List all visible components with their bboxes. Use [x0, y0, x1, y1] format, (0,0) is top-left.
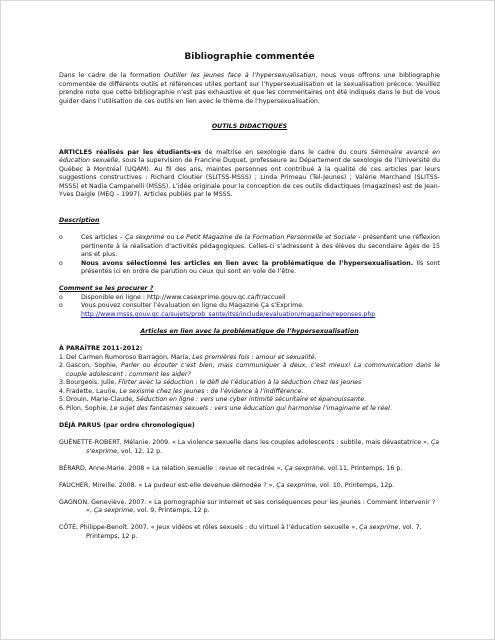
reference-item: [59, 439, 440, 456]
reference-details: , vol. 7, Printemps, 12 p.: [86, 524, 422, 540]
intro-paragraph: [59, 72, 440, 106]
reference-journal: Ça s’exprime: [86, 438, 440, 455]
section-title-articles: Articles en lien avec la problématique de l’hypersexualisation: [140, 327, 359, 335]
training-title: Outiller les jeunes face à l’hypersexualisation: [164, 72, 316, 79]
item-title: Séduction en ligne : vers une cyber intimité sécuritaire et épanouissante: [136, 396, 365, 404]
reference-text: CÔTÉ, Philippe-Benoît. 2007. « Jeux vidéos et rôles sexuels : du virtuel à l’éducation sexuelle »,: [59, 524, 360, 532]
evaluation-link[interactable]: http://www.msss.gouv.qc.ca/sujets/prob_sante/itss/include/evaluation/magazine/reponses.php: [81, 310, 376, 318]
item-title: Le sexisme chez les jeunes : de l’évidence à l’indifférence: [119, 387, 302, 395]
item-number: 4.: [59, 387, 65, 395]
reference-details: , vol.11, Printemps, 16 p.: [323, 464, 403, 472]
item-number: 6.: [59, 404, 65, 412]
item-number: 5.: [59, 396, 65, 404]
reference-item: [59, 482, 440, 491]
reference-text: FAUCHER, Mireille. 2008. « La pudeur est-elle devenue démodée ? »,: [59, 481, 277, 489]
item-number: 1.: [59, 353, 65, 361]
reference-journal: Ça sexprime: [276, 481, 316, 489]
course-title: Séminaire avancé en éducation sexuelle: [59, 148, 440, 165]
reference-text: GAGNON, Geneviève. 2007. « La pornographie sur Internet et ses conséquences pour les jeunes : Comment intervenir ? »,: [59, 498, 436, 515]
item-title: Les premières fois : amour et sexualité: [192, 353, 315, 361]
description-heading: Description: [59, 217, 100, 225]
reference-item: [59, 465, 440, 474]
item-tail: .: [301, 387, 304, 395]
intro-text-2: , nous vous offrons une bibliographie commentée de différents outils et références utiles portant sur l’hypersexualisation et la sexualisation précoce. Veuillez prendre note que cette bibliographie n’est pas exhaustive et que les commentaires ont été indiqués dans le but de vous guider dans l’utilisation de ces outils en lien avec le thème de l’hypersexualisation.: [59, 72, 440, 105]
item-author: Del Carmen Rumoroso Barragon, María,: [66, 353, 193, 361]
section-title-tools: OUTILS DIDACTIQUES: [211, 123, 288, 131]
list-item: [59, 379, 440, 388]
bullet-text: Ils sont présentés ici en ordre de parution ou ceux qui sont en vole de l’être.: [81, 259, 440, 276]
reference-journal: Ça sexprime: [359, 524, 399, 532]
item-title: Parler ou écouter c’est bien, mais communiquer à deux, c’est mieux! La communication dans le couple adolescent : comment les aider?: [66, 362, 441, 378]
reference-journal: Ça sexprime: [284, 464, 324, 472]
bullet-marker: o: [59, 234, 63, 242]
bullet-bold-text: Nous avons sélectionné les articles en lien avec la problématique de l’hypersexualisation.: [81, 259, 414, 267]
item-tail: .: [364, 396, 367, 404]
reference-details: , vol. 10, Printemps, 12p.: [315, 481, 395, 489]
page-title: Bibliographie commentée: [184, 52, 315, 62]
articles-text: de maîtrise en sexologie dans le cadre du cours: [201, 148, 371, 156]
reference-details: , vol. 9, Printemps, 12 p.: [133, 507, 210, 515]
bullet-text: - présentent une réflexion pertinente à la réalisation d’activités pédagogiques. Celles-ci s’adressent à des élèves du secondaire âgés de 15 ans et plus.: [81, 234, 440, 259]
item-author: Bourgeois, Julie,: [66, 379, 119, 387]
item-author: Pilon, Sophie,: [66, 404, 111, 412]
bullet-text: ou: [164, 234, 177, 242]
articles-paragraph: [59, 149, 440, 200]
reference-journal: Ça sexprime: [93, 507, 134, 515]
magazine-name-2: Le Petit Magazine de la Formation Personnelle et Sociale: [176, 234, 356, 242]
bullet-text: Ces articles –: [81, 234, 126, 242]
page-content: [59, 52, 440, 550]
magazine-name: Ça sexprime: [125, 234, 165, 242]
list-item: [59, 362, 440, 379]
item-tail: .: [389, 404, 392, 412]
item-author: Gascon, Sophie,: [66, 362, 121, 370]
reference-item: [59, 524, 440, 541]
articles-lead: ARTICLES réalisés par les étudiants-es: [59, 148, 202, 156]
upcoming-heading: À PARAÎTRE 2011-2012:: [59, 345, 143, 353]
bullet-marker: o: [59, 293, 63, 301]
item-tail: .: [314, 353, 317, 361]
description-bullet-1: [59, 234, 440, 260]
published-heading: DÉJÀ PARUS (par ordre chronologique): [59, 421, 195, 429]
reference-text: BÉRARD, Anne-Marie. 2008 « La relation sexuelle : revue et recadrée »,: [59, 464, 285, 472]
articles-text-2: , sous la supervision de Francine Duquet, professeure au Département de sexologie de l’Université du Québec à Montréal (UQAM). Au fil des ans, maintes personnes ont contribué à la qualité de ces articles par leurs suggestions constructives : Richard Cloutier (SLITSS-MSSS) ; Linda Primeau (Tel-Jeunes) ; Valérie Marchand (SLITSS-MSSS) et Nadia Campanelli (MSSS). L’idée originale pour la conception de ces outils didactiques (magazines) est de Jean-Yves Daigle (MEQ – 1997). Articles publiés par le MSSS.: [59, 157, 440, 199]
reference-text: GUÉNETTE-ROBERT, Mélanie. 2009. « La violence sexuelle dans les couples adolescents : subtile, mais dévastatrice »,: [59, 438, 431, 446]
item-number: 3.: [59, 379, 65, 387]
reference-details: , vol. 12, 12 p.: [117, 447, 163, 455]
list-item: [59, 396, 440, 405]
item-title: Flirter avec la séduction : le défi de l’éducation à la séduction chez les jeunes: [118, 379, 362, 387]
list-item: [59, 405, 440, 414]
description-bullet-2: [59, 260, 440, 277]
procure-bullet-2: [59, 302, 440, 319]
item-number: 2.: [59, 362, 65, 370]
item-author: Fradette, Laurie,: [66, 387, 120, 395]
bullet-marker: o: [59, 302, 63, 310]
list-item: [59, 354, 440, 363]
item-title: Le sujet des fantasmes sexuels : vers une éducation qui harmonise l’imaginaire et le réel: [110, 404, 390, 412]
evaluation-text: Vous pouvez consulter l’évaluation en ligne du Magazine Ça s’Exprime.: [81, 302, 305, 310]
reference-item: [59, 499, 440, 516]
procure-heading: Comment se les procurer ?: [59, 285, 154, 293]
item-author: Drouin, Marie-Claude,: [66, 396, 137, 404]
intro-text: Dans le cadre de la formation: [59, 72, 165, 79]
bullet-marker: o: [59, 259, 63, 267]
online-availability: Disponible en ligne : http://www.casexprime.gouv.qc.ca/fr/accueil: [81, 293, 286, 301]
upcoming-list: [59, 354, 440, 414]
